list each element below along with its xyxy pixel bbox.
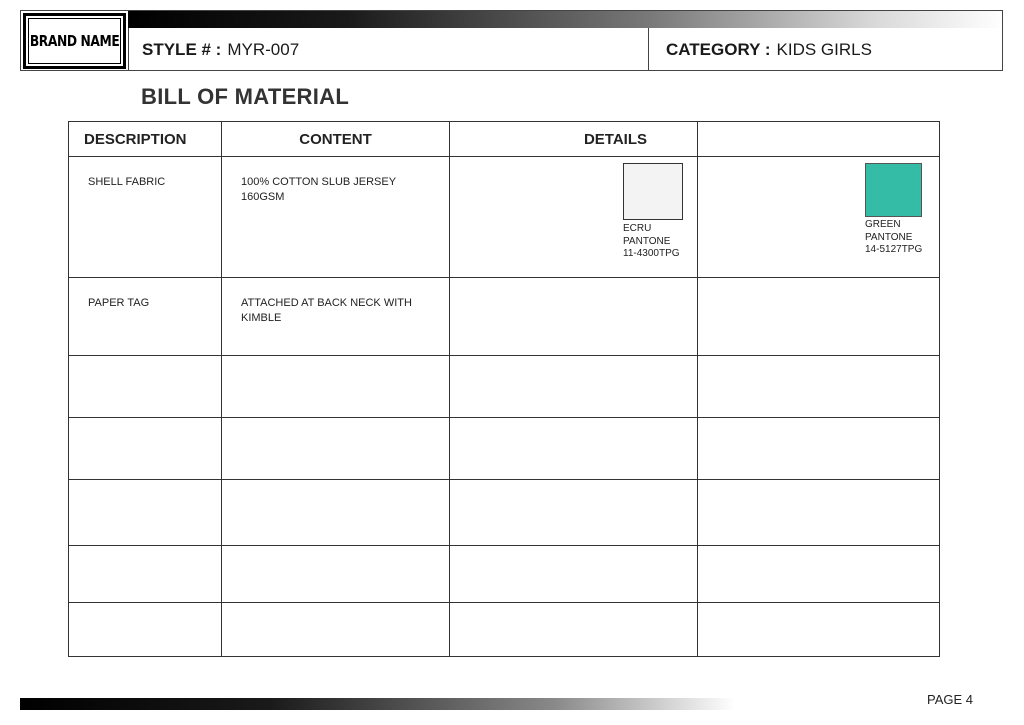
swatch-name: GREEN: [865, 219, 901, 230]
row-details-cell: [450, 278, 698, 356]
swatch-cell-green: [698, 157, 940, 278]
style-number-field: [128, 28, 648, 71]
table-row-empty: [69, 356, 940, 418]
row-content: [222, 157, 449, 205]
row-description-cell: [69, 278, 222, 356]
swatch-cell-ecru: [450, 157, 698, 278]
row-description: PAPER TAG: [88, 297, 150, 309]
header-content: CONTENT: [222, 122, 450, 157]
swatch-code: 11-4300TPG: [623, 248, 680, 259]
header-details: DETAILS: [450, 122, 698, 157]
swatch-system: PANTONE: [623, 235, 671, 247]
swatch-label-green: [865, 219, 922, 257]
table-row-empty: [69, 546, 940, 603]
row-content-line2: KIMBLE: [241, 312, 282, 324]
table-row: [69, 278, 940, 356]
swatch-system: PANTONE: [865, 231, 913, 243]
row-description-cell: [69, 157, 222, 278]
row-content-line1: ATTACHED AT BACK NECK WITH: [241, 297, 412, 309]
category-value: KIDS GIRLS: [776, 39, 872, 59]
row-content-cell: [222, 157, 450, 278]
style-label: STYLE # :: [142, 39, 222, 59]
brand-logo-inner: [28, 18, 121, 64]
row-content-line1: 100% COTTON SLUB JERSEY: [241, 176, 397, 188]
swatch-code: 14-5127TPG: [865, 244, 923, 255]
color-swatch-green: [865, 163, 922, 217]
row-extra-cell: [698, 278, 940, 356]
page-title: BILL OF MATERIAL: [141, 84, 350, 109]
row-description: SHELL FABRIC: [88, 176, 166, 188]
category-field: [648, 28, 1003, 71]
category-label: CATEGORY :: [666, 39, 771, 59]
row-content: [222, 278, 449, 326]
color-swatch-ecru: [623, 163, 683, 220]
table-row-empty: [69, 418, 940, 480]
bottom-gradient-bar: [20, 698, 735, 710]
bill-of-material-table: [68, 121, 940, 657]
swatch-label-ecru: [623, 223, 680, 261]
row-content-line2: 160GSM: [241, 191, 285, 203]
swatch-name: ECRU: [623, 223, 652, 234]
brand-name: BRAND NAME: [29, 32, 120, 50]
header-description: DESCRIPTION: [69, 122, 222, 157]
table-row-empty: [69, 603, 940, 657]
brand-logo: [23, 13, 126, 69]
row-content-cell: [222, 278, 450, 356]
table-header-row: [69, 122, 940, 157]
style-value: MYR-007: [227, 39, 300, 59]
header-extra: [698, 122, 940, 157]
table-row-empty: [69, 480, 940, 546]
page-number: PAGE 4: [927, 692, 974, 707]
table-row: [69, 157, 940, 278]
